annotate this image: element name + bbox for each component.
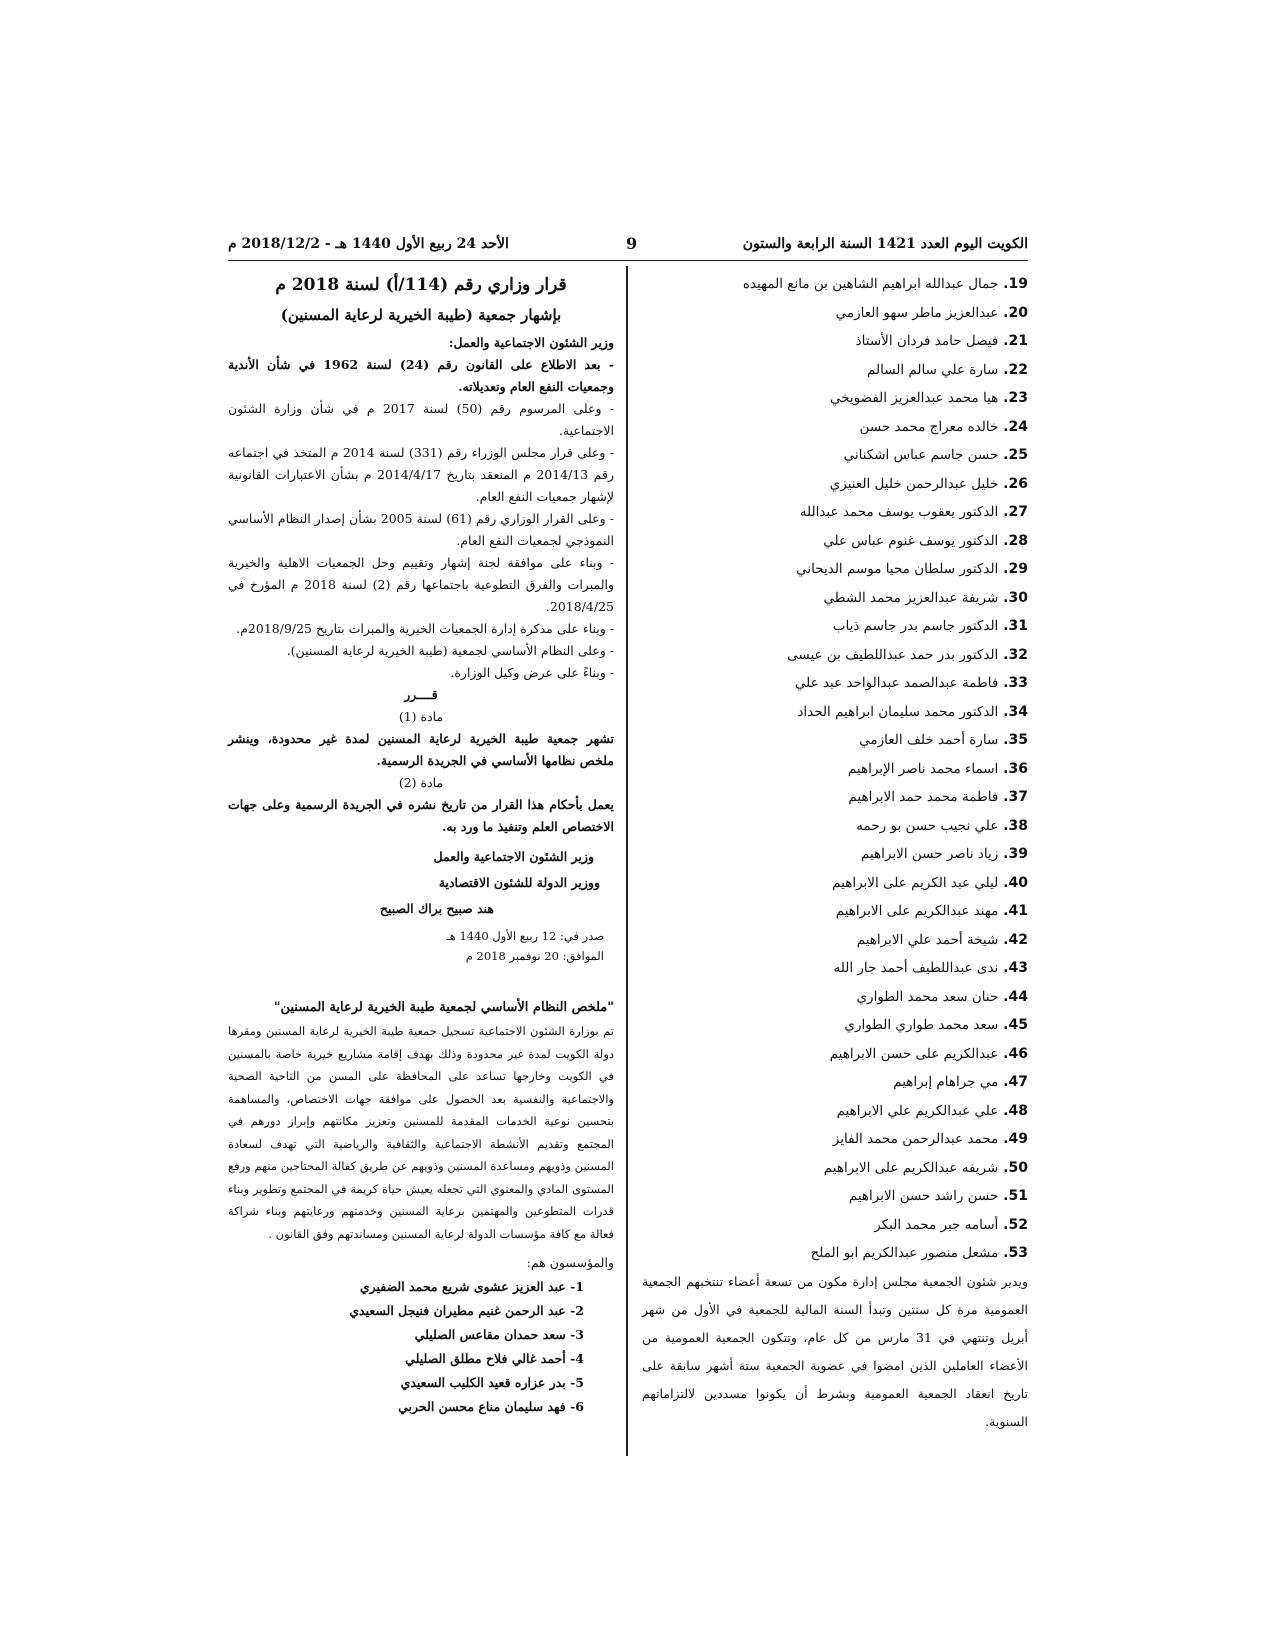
member-item [642, 299, 1028, 328]
member-name: علي عبدالكريم علي الابراهيم [836, 1102, 999, 1119]
board-paragraph: ويدير شئون الجمعية مجلس إدارة مكون من تسعة أعضاء تنتخبهم الجمعية العمومية مرة كل سنتين وتبدأ السنة المالية للجمعية في الأول من شهر أبريل وتنتهي في 31 مارس من كل عام، وتتكون الجمعية العمومية من الأعضاء العاملين الذين امضوا في عضوية الجمعية ستة أشهر سابقة على تاريخ انعقاد الجمعية العمومية وبشرط أن يكونوا مسددين لالتزاماتهم السنوية. [642, 1273, 1028, 1429]
member-number-dot: . [998, 561, 1009, 577]
member-number: 32 [1008, 646, 1028, 663]
member-name: الدكتور جاسم بدر جاسم ذياب [832, 618, 999, 634]
member-item [642, 954, 1028, 983]
member-name: شريفة عبدالعزيز محمد الشطي [823, 589, 999, 606]
member-number: 28 [1008, 532, 1028, 549]
member-number-dot: . [998, 447, 1009, 463]
member-name: فاطمة عبدالصمد عبدالواحد عبد علي [794, 675, 999, 691]
member-item [642, 270, 1028, 299]
member-item [642, 1011, 1028, 1040]
member-item [642, 1211, 1028, 1240]
member-number: 29 [1008, 561, 1028, 577]
founder-item: 6- فهد سليمان مناع محسن الحربي [398, 1399, 584, 1414]
member-item [642, 327, 1028, 356]
member-name: حسن راشد حسن الابراهيم [848, 1188, 999, 1204]
member-number-dot: . [998, 361, 1009, 378]
member-item [642, 384, 1028, 413]
summary-body: تم بوزارة الشئون الاجتماعية تسجيل جمعية طيبة الخيرية لرعاية المسنين ومقرها دولة الكويت لمدة غير محدودة وذلك بهدف إقامة مشاريع خيرية خاصة بالمسنين في الكويت وخارجها تساعد على المحافظة على المسن من الناحية الصحية والاجتماعية والنفسية بعد الحصول على موافقة جهات الاختصاص، والمساهمة بتحسين نوعية الخدمات المقدمة للمسنين وتعزيز مكانتهم وإبراز دورهم في المجتمع وتقديم الأنشطة الاجتماعية والثقافية والرياضية التي تهدف لسعادة المسنين وذويهم ومساعدة المسنين وذويهم عن طريق كفالة المحتاجين منهم ورفع المستوى المادي والمعنوي التي تجعله يعيش حياة كريمة في المجتمع وتطوير وبناء قدرات المتطوعين والمهتمين برعاية المسنين وخدمتهم ورعايتهم وبناء شراكة فعالة مع كافة مؤسسات الدولة لرعاية المسنين ومساندتهم وفق القانون . [228, 1024, 614, 1241]
member-number: 45 [1008, 1017, 1028, 1033]
member-item [642, 641, 1028, 670]
member-number-dot: . [998, 618, 1009, 634]
member-number-dot: . [998, 1074, 1009, 1090]
member-number: 53 [1008, 1245, 1028, 1261]
preamble-item: - وبناء على موافقة لجنة إشهار وتقييم وحل الجمعيات الاهلية والخيرية والمبرات والفرق التطوعية باجتماعها رقم (2) لسنة 2018 م المؤرخ في 2018/4/25. [228, 555, 615, 614]
member-number: 33 [1008, 675, 1028, 691]
member-item [642, 1239, 1028, 1268]
member-name: سارة علي سالم السالم [867, 361, 999, 378]
article-2-title: مادة (2) [398, 775, 444, 790]
member-number-dot: . [998, 1216, 1009, 1233]
founder-item: 1- عبد العزيز عشوى شريع محمد الضفيري [359, 1279, 584, 1294]
signature-name: هند صبيح براك الصبيح [379, 901, 494, 916]
signature-title-2: ووزير الدولة للشئون الاقتصادية [438, 875, 600, 890]
summary-title: "ملخص النظام الأساسي لجمعية طيبة الخيرية لرعاية المسنين" [273, 1000, 614, 1015]
member-number: 40 [1008, 874, 1028, 891]
right-column [642, 270, 1028, 1436]
member-item [642, 470, 1028, 499]
member-item [642, 983, 1028, 1012]
preamble-item: - وعلى المرسوم رقم (50) لسنة 2017 م في شأن وزارة الشئون الاجتماعية. [228, 401, 614, 438]
left-column [228, 270, 614, 1419]
member-number: 47 [1008, 1074, 1028, 1090]
member-number-dot: . [998, 760, 1009, 777]
member-name: حنان سعد محمد الطواري [856, 988, 999, 1005]
member-number-dot: . [998, 1245, 1009, 1261]
member-number-dot: . [998, 504, 1009, 520]
member-item [642, 584, 1028, 613]
decree-authority: وزير الشئون الاجتماعية والعمل: [448, 335, 614, 350]
member-name: مي جراهام إبراهيم [893, 1074, 999, 1090]
signature-title-1: وزير الشئون الاجتماعية والعمل [433, 849, 594, 864]
member-name: الدكتور بدر حمد عبداللطيف بن عيسى [787, 646, 999, 663]
founder-item: 3- سعد حمدان مقاعس الصليلي [414, 1327, 584, 1342]
member-item [642, 840, 1028, 869]
member-list [642, 270, 1028, 1268]
member-number: 43 [1008, 960, 1028, 976]
article-1-title: مادة (1) [398, 709, 444, 724]
article-2-text: يعمل بأحكام هذا القرار من تاريخ نشره في الجريدة الرسمية وعلى جهات الاختصاص العلم وتنفيذ ما ورد به. [228, 797, 614, 834]
decree-subtitle: بإشهار جمعية (طيبة الخيرية لرعاية المسنين) [280, 306, 562, 324]
member-number-dot: . [998, 1159, 1009, 1176]
member-number: 21 [1008, 333, 1028, 349]
header-rule [228, 260, 1028, 261]
member-number: 22 [1008, 361, 1028, 378]
member-number: 23 [1008, 390, 1028, 406]
member-number: 44 [1008, 988, 1028, 1005]
member-number: 24 [1008, 418, 1028, 435]
member-item [642, 812, 1028, 841]
member-number-dot: . [998, 675, 1009, 691]
member-number-dot: . [998, 333, 1009, 349]
member-name: سارة أحمد خلف العازمي [859, 732, 999, 748]
member-number: 27 [1008, 504, 1028, 520]
member-number: 49 [1008, 1131, 1028, 1147]
member-item [642, 1068, 1028, 1097]
member-item [642, 783, 1028, 812]
member-number-dot: . [998, 475, 1009, 492]
member-item [642, 897, 1028, 926]
member-name: فيصل حامد فردان الأستاذ [855, 333, 999, 349]
member-name: شريفه عبدالكريم على الابراهيم [823, 1159, 999, 1176]
founders-intro: والمؤسسون هم: [526, 1255, 614, 1270]
member-item [642, 698, 1028, 727]
member-number: 19 [1008, 276, 1028, 292]
member-number: 25 [1008, 447, 1028, 463]
page-header [228, 236, 1028, 258]
preamble-item: - وعلى قرار مجلس الوزراء رقم (331) لسنة 2014 م المتخذ في اجتماعه رقم 2014/13 م المنعقد بتاريخ 2014/4/17 م بشأن الاعتبارات القانونية لإشهار جمعيات النفع العام. [228, 445, 614, 504]
member-item [642, 669, 1028, 698]
member-item [642, 555, 1028, 584]
member-number-dot: . [998, 903, 1009, 919]
member-name: زياد ناصر حسن الابراهيم [861, 846, 999, 862]
member-number-dot: . [998, 960, 1009, 976]
member-number-dot: . [998, 874, 1009, 891]
member-number-dot: . [998, 1131, 1009, 1147]
member-number: 39 [1008, 846, 1028, 862]
founder-item: 5- بدر عزاره قعيد الكليب السعيدي [400, 1375, 584, 1390]
member-name: اسماء محمد ناصر الإبراهيم [847, 760, 999, 777]
article-1-text: تشهر جمعية طيبة الخيرية لرعاية المسنين لمدة غير محدودة، وينشر ملخص نظامها الأساسي في الجريدة الرسمية. [228, 731, 614, 768]
member-number: 37 [1008, 789, 1028, 805]
page-number: 9 [626, 234, 638, 253]
member-number: 34 [1008, 703, 1028, 720]
member-item [642, 498, 1028, 527]
member-number-dot: . [998, 1188, 1009, 1204]
member-number: 31 [1008, 618, 1028, 634]
member-number-dot: . [998, 646, 1009, 663]
founder-item: 4- أحمد غالي فلاح مطلق الصليلي [405, 1351, 584, 1366]
member-name: عبدالكريم على حسن الابراهيم [829, 1045, 999, 1062]
member-number: 26 [1008, 475, 1028, 492]
issued-hijri-date: صدر في: 12 ربيع الأول 1440 هـ [446, 929, 604, 943]
member-name: مهند عبدالكريم على الابراهيم [835, 903, 999, 919]
member-item [642, 612, 1028, 641]
member-name: مشعل منصور عبدالكريم ابو الملح [810, 1245, 999, 1261]
member-number-dot: . [998, 817, 1009, 834]
member-name: أسامه جبر محمد البكر [874, 1216, 999, 1233]
member-number: 42 [1008, 931, 1028, 948]
member-number-dot: . [998, 1045, 1009, 1062]
member-name: جمال عبدالله ابراهيم الشاهين بن مانع المهيده [742, 276, 999, 292]
member-item [642, 1182, 1028, 1211]
issued-gregorian-date: الموافق: 20 نوفمبر 2018 م [465, 949, 604, 963]
member-item [642, 1125, 1028, 1154]
member-name: الدكتور محمد سليمان ابراهيم الحداد [797, 703, 999, 720]
member-number: 51 [1008, 1188, 1028, 1204]
member-number-dot: . [998, 390, 1009, 406]
member-number: 48 [1008, 1102, 1028, 1119]
member-name: حسن جاسم عباس اشكناني [843, 447, 999, 463]
column-divider [626, 266, 628, 1456]
member-item [642, 926, 1028, 955]
member-name: علي نجيب حسن بو رحمه [856, 817, 999, 834]
member-number-dot: . [998, 732, 1009, 748]
member-number-dot: . [998, 276, 1009, 292]
member-number-dot: . [998, 1102, 1009, 1119]
member-number: 46 [1008, 1045, 1028, 1062]
member-name: فاطمة محمد حمد الابراهيم [848, 789, 999, 805]
preamble-item: - وعلى القرار الوزاري رقم (61) لسنة 2005 بشأن إصدار النظام الأساسي النموذجي لجمعيات النفع العام. [228, 511, 614, 548]
member-item [642, 413, 1028, 442]
member-number: 50 [1008, 1159, 1028, 1176]
member-number-dot: . [998, 304, 1009, 321]
member-number: 52 [1008, 1216, 1028, 1233]
member-item [642, 869, 1028, 898]
member-name: ندى عبداللطيف أحمد جار الله [833, 960, 999, 976]
member-number-dot: . [998, 418, 1009, 435]
member-name: ليلي عبد الكريم على الابراهيم [832, 874, 999, 891]
decree-title: قرار وزاري رقم (114/أ) لسنة 2018 م [275, 275, 567, 295]
preamble-item: - بعد الاطلاع على القانون رقم (24) لسنة 1962 في شأن الأندية وجمعيات النفع العام وتعديلاته. [228, 357, 614, 394]
member-number-dot: . [998, 789, 1009, 805]
member-item [642, 726, 1028, 755]
member-number-dot: . [998, 703, 1009, 720]
member-name: خليل عبدالرحمن خليل العنيزي [829, 475, 999, 492]
member-name: عبدالعزيز ماطر سهو العازمي [835, 304, 999, 321]
member-number: 41 [1008, 903, 1028, 919]
member-name: الدكتور سلطان محيا موسم الديحاني [796, 561, 999, 577]
member-number: 20 [1008, 304, 1028, 321]
member-number-dot: . [998, 931, 1009, 948]
member-number-dot: . [998, 846, 1009, 862]
member-number: 30 [1008, 589, 1028, 606]
member-name: هيا محمد عبدالعزيز الفضويخي [829, 390, 999, 406]
member-number: 35 [1008, 732, 1028, 748]
member-name: شيخة أحمد علي الابراهيم [856, 931, 999, 948]
member-item [642, 356, 1028, 385]
member-name: سعد محمد طواري الطواري [844, 1017, 999, 1033]
preamble-item: - وعلى النظام الأساسي لجمعية (طيبة الخيرية لرعاية المسنين). [286, 643, 614, 658]
member-item [642, 1040, 1028, 1069]
member-number-dot: . [998, 1017, 1009, 1033]
member-name: الدكتور يوسف غنوم عباس علي [823, 532, 999, 549]
member-number-dot: . [998, 988, 1009, 1005]
header-date: الأحد 24 ربيع الأول 1440 هـ - 2018/12/2 م [228, 236, 509, 252]
founder-item: 2- عبد الرحمن غنيم مطيران فنيجل السعيدي [349, 1303, 584, 1318]
member-item [642, 527, 1028, 556]
member-item [642, 1154, 1028, 1183]
member-item [642, 1097, 1028, 1126]
preamble-item: - وبناءً على عرض وكيل الوزارة. [450, 665, 614, 680]
founders-list [228, 1275, 614, 1419]
member-number: 38 [1008, 817, 1028, 834]
preamble-item: - وبناء على مذكرة إدارة الجمعيات الخيرية والمبرات بتاريخ 2018/9/25م. [236, 621, 614, 636]
member-number-dot: . [998, 532, 1009, 549]
member-number: 36 [1008, 760, 1028, 777]
member-name: الدكتور يعقوب يوسف محمد عبدالله [799, 504, 999, 520]
member-number-dot: . [998, 589, 1009, 606]
member-name: محمد عبدالرحمن محمد الفايز [832, 1131, 999, 1147]
header-publication: الكويت اليوم العدد 1421 السنة الرابعة والستون [742, 236, 1028, 252]
member-item [642, 441, 1028, 470]
member-name: خالده معراج محمد حسن [859, 418, 999, 435]
member-item [642, 755, 1028, 784]
decided-heading: قــــرر [404, 687, 438, 702]
